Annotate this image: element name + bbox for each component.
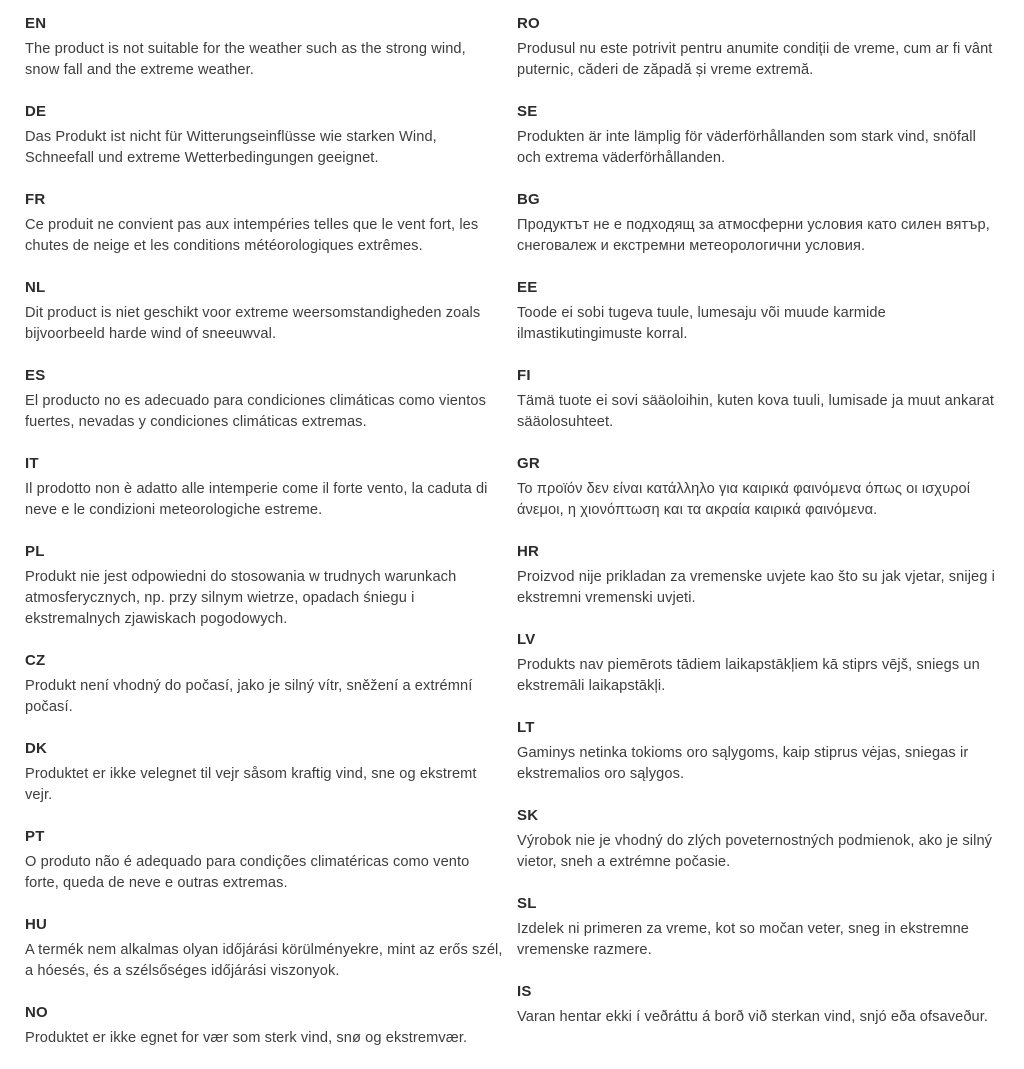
language-code-fi: FI	[517, 367, 531, 384]
section-it	[25, 453, 504, 521]
language-code-it: IT	[25, 455, 39, 472]
section-ro	[517, 13, 996, 81]
section-cz	[25, 650, 504, 718]
section-en	[25, 13, 504, 81]
language-code-de: DE	[25, 103, 47, 120]
language-code-nl: NL	[25, 279, 46, 296]
section-sl	[517, 893, 996, 961]
section-is	[517, 981, 996, 1028]
language-text-es: El producto no es adecuado para condiciones climáticas como vientos fuertes, nevadas y condiciones climáticas extremas.	[25, 393, 486, 430]
section-lv	[517, 629, 996, 697]
section-pl	[25, 541, 504, 630]
language-text-lv: Produkts nav piemērots tādiem laikapstākļiem kā stiprs vējš, sniegs un ekstremāli laikapstākļi.	[517, 657, 980, 694]
language-code-no: NO	[25, 1004, 48, 1021]
section-se	[517, 101, 996, 169]
language-code-sl: SL	[517, 895, 537, 912]
language-code-pl: PL	[25, 543, 45, 560]
section-fr	[25, 189, 504, 257]
section-pt	[25, 826, 504, 894]
language-text-it: Il prodotto non è adatto alle intemperie come il forte vento, la caduta di neve e le condizioni meteorologiche estreme.	[25, 481, 488, 518]
language-text-pl: Produkt nie jest odpowiedni do stosowania w trudnych warunkach atmosferycznych, np. przy silnym wietrze, opadach śniegu i ekstremalnych zjawiskach pogodowych.	[25, 569, 457, 627]
language-text-is: Varan hentar ekki í veðráttu á borð við sterkan vind, snjó eða ofsaveður.	[517, 1009, 989, 1025]
language-text-sk: Výrobok nie je vhodný do zlých poveternostných podmienok, ako je silný vietor, sneh a extrémne počasie.	[517, 833, 993, 870]
section-bg	[517, 189, 996, 257]
section-hu	[25, 914, 504, 982]
section-gr	[517, 453, 996, 521]
language-text-nl: Dit product is niet geschikt voor extreme weersomstandigheden zoals bijvoorbeeld harde wind of sneeuwval.	[25, 305, 481, 342]
language-text-gr: Το προϊόν δεν είναι κατάλληλο για καιρικά φαινόμενα όπως οι ισχυροί άνεμοι, η χιονόπτωση και τα ακραία καιρικά φαινόμενα.	[517, 481, 971, 518]
language-code-gr: GR	[517, 455, 540, 472]
language-code-ee: EE	[517, 279, 538, 296]
language-text-fi: Tämä tuote ei sovi sääoloihin, kuten kova tuuli, lumisade ja muut ankarat sääolosuhteet.	[517, 393, 994, 430]
section-dk	[25, 738, 504, 806]
language-code-hu: HU	[25, 916, 48, 933]
language-text-ro: Produsul nu este potrivit pentru anumite condiții de vreme, cum ar fi vânt puternic, căderi de zăpadă și vreme extremă.	[517, 41, 993, 78]
section-es	[25, 365, 504, 433]
language-code-bg: BG	[517, 191, 540, 208]
language-code-lv: LV	[517, 631, 536, 648]
language-text-dk: Produktet er ikke velegnet til vejr såsom kraftig vind, sne og ekstremt vejr.	[25, 766, 477, 803]
language-text-hu: A termék nem alkalmas olyan időjárási körülményekre, mint az erős szél, a hóesés, és a szélsőséges időjárási viszonyok.	[25, 942, 503, 979]
language-text-bg: Продуктът не е подходящ за атмосферни условия като силен вятър, снеговалеж и екстремни метеорологични условия.	[517, 217, 990, 254]
section-no	[25, 1002, 504, 1049]
right-column	[517, 13, 996, 1069]
left-column	[25, 13, 504, 1069]
language-code-lt: LT	[517, 719, 535, 736]
language-text-en: The product is not suitable for the weather such as the strong wind, snow fall and the extreme weather.	[25, 41, 466, 78]
section-lt	[517, 717, 996, 785]
language-code-hr: HR	[517, 543, 540, 560]
language-text-sl: Izdelek ni primeren za vreme, kot so močan veter, sneg in ekstremne vremenske razmere.	[517, 921, 970, 958]
section-fi	[517, 365, 996, 433]
section-ee	[517, 277, 996, 345]
section-de	[25, 101, 504, 169]
language-code-pt: PT	[25, 828, 45, 845]
language-code-cz: CZ	[25, 652, 46, 669]
section-nl	[25, 277, 504, 345]
language-code-sk: SK	[517, 807, 539, 824]
language-code-en: EN	[25, 15, 47, 32]
language-code-fr: FR	[25, 191, 46, 208]
language-text-se: Produkten är inte lämplig för väderförhållanden som stark vind, snöfall och extrema väderförhållanden.	[517, 129, 976, 166]
language-code-ro: RO	[517, 15, 540, 32]
language-text-ee: Toode ei sobi tugeva tuule, lumesaju või muude karmide ilmastikutingimuste korral.	[517, 305, 886, 342]
language-text-lt: Gaminys netinka tokioms oro sąlygoms, kaip stiprus vėjas, sniegas ir ekstremalios oro sąlygos.	[517, 745, 969, 782]
language-text-hr: Proizvod nije prikladan za vremenske uvjete kao što su jak vjetar, snijeg i ekstremni vremenski uvjeti.	[517, 569, 995, 606]
language-text-pt: O produto não é adequado para condições climatéricas como vento forte, queda de neve e outras extremas.	[25, 854, 470, 891]
language-text-de: Das Produkt ist nicht für Witterungseinflüsse wie starken Wind, Schneefall und extreme Wetterbedingungen geeignet.	[25, 129, 437, 166]
section-hr	[517, 541, 996, 609]
language-code-se: SE	[517, 103, 538, 120]
language-code-dk: DK	[25, 740, 48, 757]
language-text-no: Produktet er ikke egnet for vær som sterk vind, snø og ekstremvær.	[25, 1030, 468, 1046]
language-code-es: ES	[25, 367, 46, 384]
language-text-cz: Produkt není vhodný do počasí, jako je silný vítr, sněžení a extrémní počasí.	[25, 678, 473, 715]
language-code-is: IS	[517, 983, 532, 1000]
language-text-fr: Ce produit ne convient pas aux intempéries telles que le vent fort, les chutes de neige et les conditions météorologiques extrêmes.	[25, 217, 479, 254]
section-sk	[517, 805, 996, 873]
